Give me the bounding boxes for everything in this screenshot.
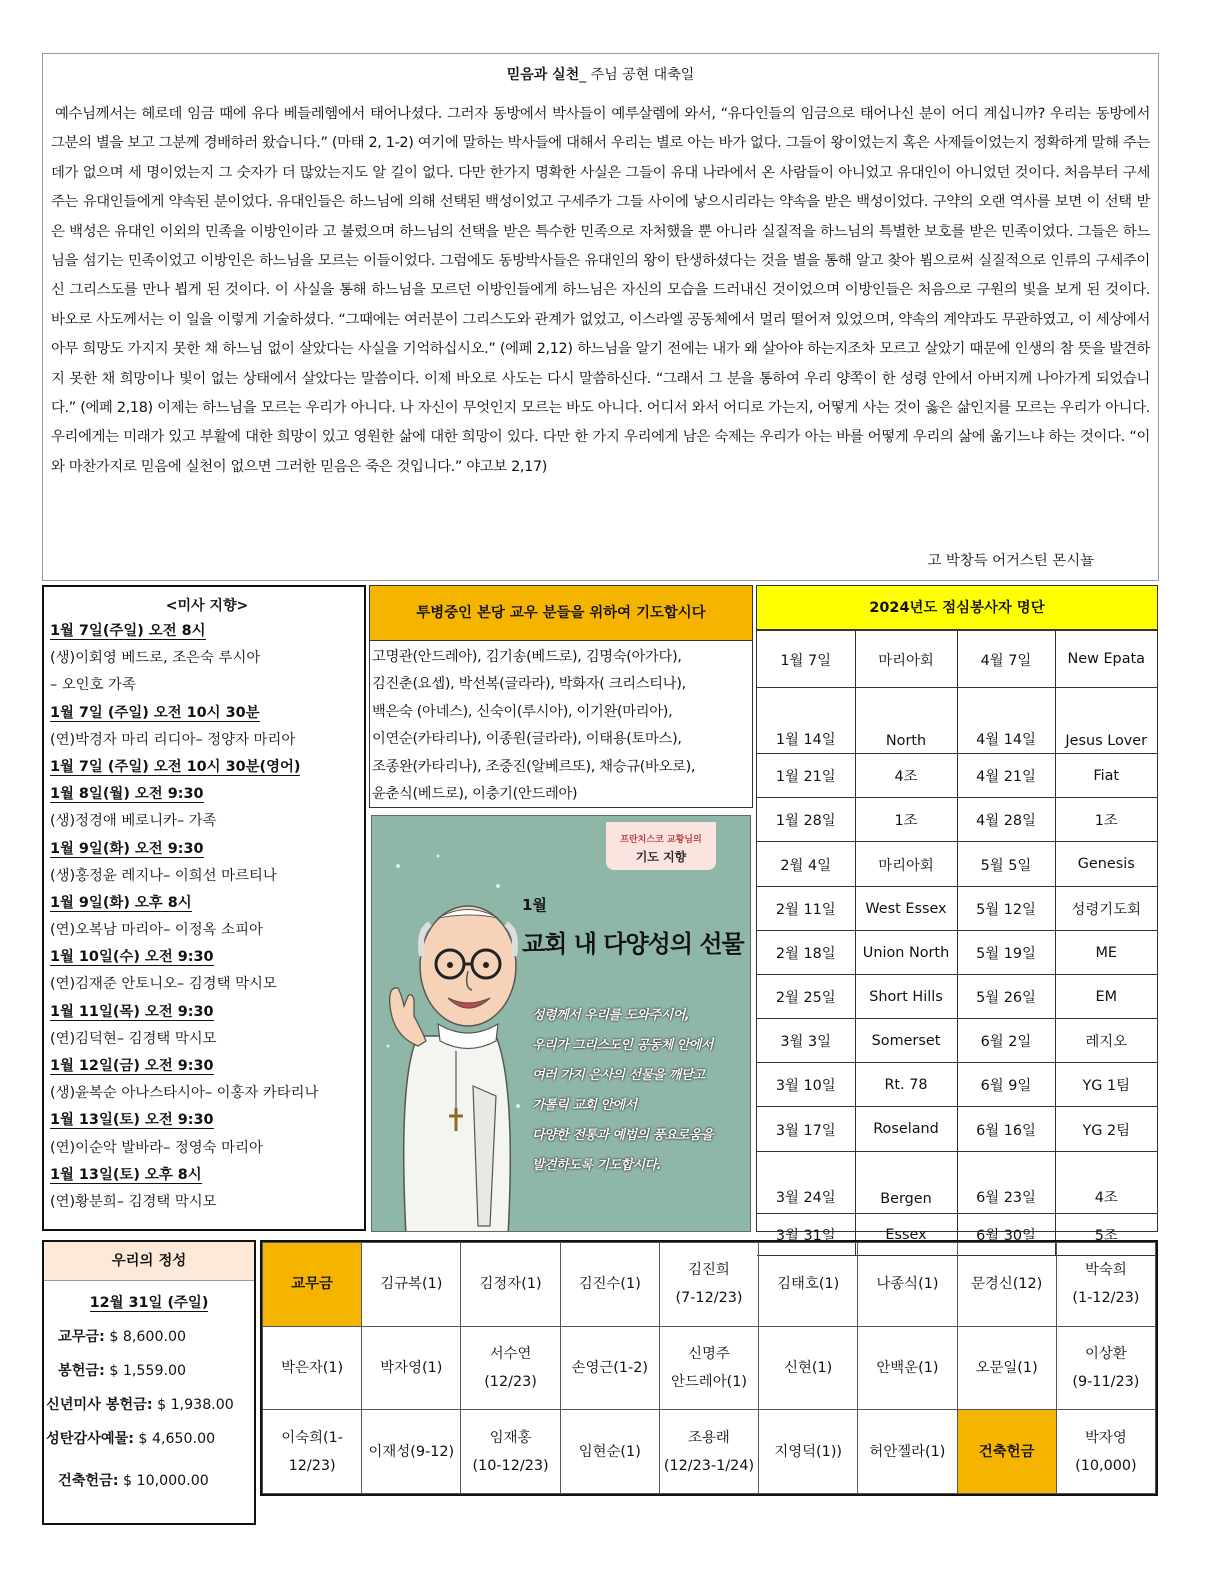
lunch-date: 2월 4일: [757, 842, 855, 887]
poster-prayer-text: [532, 1001, 742, 1181]
mass-time: [50, 944, 364, 971]
table-row: [263, 1243, 1156, 1327]
dues-table: [262, 1242, 1156, 1494]
dues-contributor: [560, 1410, 659, 1494]
mass-intention: [50, 808, 364, 835]
lunch-team: 레지오: [1055, 1019, 1157, 1063]
offering-label: 봉헌금:: [58, 1363, 105, 1379]
lunch-team: Union North: [855, 931, 957, 975]
lunch-team: Genesis: [1055, 842, 1157, 887]
essay-signature: 고 박창득 어거스틴 몬시뇰: [927, 553, 1094, 569]
lunch-date: 3월 3일: [757, 1019, 855, 1063]
mass-intention: [50, 727, 364, 754]
table-row: [757, 754, 1157, 798]
lunch-team: 성령기도회: [1055, 887, 1157, 931]
mass-intention: [50, 645, 364, 672]
mass-time: [50, 781, 364, 808]
pope-illustration: [378, 846, 528, 1232]
poster-tag-big: 기도 지향: [635, 850, 687, 864]
lunch-team: Jesus Lover: [1055, 688, 1157, 754]
dues-category-label: [263, 1243, 362, 1327]
lunch-date: 6월 2일: [957, 1019, 1055, 1063]
table-row: [757, 1107, 1157, 1152]
mass-intention: [50, 1026, 364, 1053]
dues-cell-line: (12/23-1/24): [663, 1457, 755, 1474]
dues-contributor: [957, 1243, 1056, 1327]
sick-prayer-line: 고명관(안드레아), 김기송(베드로), 김명숙(아가다),: [372, 649, 682, 665]
table-row: [757, 1152, 1157, 1214]
dues-contributor: [858, 1243, 957, 1327]
dues-contributor: [461, 1326, 560, 1410]
dues-contributor: [560, 1326, 659, 1410]
lunch-volunteers-table: [757, 630, 1157, 1256]
table-row: [263, 1326, 1156, 1410]
table-row: [757, 931, 1157, 975]
mass-intention: [50, 672, 364, 699]
offering-title: 우리의 정성: [44, 1242, 254, 1281]
lunch-volunteers-title: 2024년도 점심봉사자 명단: [757, 586, 1157, 630]
lunch-team: YG 1팀: [1055, 1063, 1157, 1107]
mass-intention: [50, 1135, 364, 1162]
mass-line-text: (연)오복남 마리아– 이정옥 소피아: [50, 922, 263, 939]
essay-paragraph: 예수님께서는 헤로데 임금 때에 유다 베들레헴에서 태어나셨다. 그러자 동방에서 박사들이 예루살렘에 와서, “유다인들의 임금으로 태어나신 분이 어디 계십니까? 우리는 동방에서 그분의 별을 보고 그분께 경배하러 왔습니다.” (마태 2, 1-2) 여기에 말하는 박사들에 대해서 우리는 별로 아는 바가 없다. 그들이 왕이었는지 혹은 사제들이었는지 정확하게 말해 주는 데가 없으며 세 명이었는지 그 숫자가 더 많았는지도 알 길이 없다. 다만 한가지 명확한 사실은 그들이 유대 나라에서 온 사람들이 아니었고 유대인이 아니었던 것이다. 처음부터 구세주는 유대인들에게 약속된 분이었다. 유대인들은 하느님에 의해 선택된 백성이었고 구세주가 그들 사이에 낳으시리라는 약속을 받은 백성이었다. 구약의 오랜 역사를 보면 이 선택 받은 백성은 유대인 이외의 민족을 이방인이라 고 불렀으며 하느님의 선택을 받은 특수한 민족으로 자처했을 뿐 아니라 실질적을 하느님의 특별한 보호를 받은 민족이었다. 그들은 하느님을 섬기는 민족이었고 이방인은 하느님을 모르는 이들이었다. 그럼에도 동방박사들은 유대인의 왕이 탄생하셨다는 것을 별을 통해 알고 찾아 뵘으로써 실질적으로 인류의 구세주이신 그리스도를 만나 뵙게 된 것이다. 이 사실을 통해 하느님을 모르던 이방인들에게 하느님은 자신의 모습을 드러내신 것이었으며 이방인들은 처음으로 구원의 빛을 보게 된 것이다. 바오로 사도께서는 이 일을 이렇게 기술하셨다. “그때에는 여러분이 그리스도와 관계가 없었고, 이스라엘 공동체에서 멀리 떨어져 있었으며, 약속의 계약과도 무관하였고, 이 세상에서 아무 희망도 가지지 못한 채 하느님 없이 살았다는 사실을 기억하십시오.” (에페 2,12) 하느님을 알기 전에는 내가 왜 살아야 하는지조차 모르고 살았기 때문에 인생의 참 뜻을 발견하지 못한 채 희망이나 빛이 없는 상태에서 살았다는 말씀이다. 이제 바오로 사도는 다시 말씀하신다. “그래서 그 분을 통하여 우리 양쪽이 한 성령 안에서 아버지께 나아가게 되었습니다.” (에페 2,18) 이제는 하느님을 모르는 우리가 아니다. 나 자신이 무엇인지 모르는 바도 아니다. 어디서 와서 어디로 가는지, 어떻게 사는 것이 옳은 삶인지를 모르는 우리가 아니다. 우리에게는 미래가 있고 부활에 대한 희망이 있고 영원한 삶에 대한 희망이 있다. 다만 한 가지 우리에게 남은 숙제는 우리가 아는 바를 어떻게 우리의 삶에 옮기느냐 하는 것이다. “이와 마찬가지로 믿음에 실천이 없으면 그러한 믿음은 죽은 것입니다.” 야고보 2,17): [51, 106, 1150, 475]
lunch-volunteers: [756, 585, 1158, 1244]
dues-cell-line: 오문일(1): [975, 1359, 1038, 1376]
sick-prayer-line: 조종완(카타리나), 조중진(알베르또), 채승규(바오로),: [372, 758, 696, 775]
lunch-date: 5월 26일: [957, 975, 1055, 1019]
dues-cell-line: 박숙희: [1085, 1262, 1127, 1279]
dues-cell-line: 김진수(1): [578, 1276, 641, 1293]
dues-cell-line: 12/23): [288, 1457, 336, 1474]
dues-contributor: [957, 1326, 1056, 1410]
offering-label: 성탄감사예물:: [46, 1431, 134, 1447]
mass-intention: [50, 1189, 364, 1216]
mass-line-text: (연)김덕현– 김경택 막시모: [50, 1030, 217, 1047]
lunch-date: 4월 21일: [957, 754, 1055, 798]
mass-time: [50, 836, 364, 863]
offering-label: 교무금:: [58, 1329, 105, 1345]
mass-intention: [50, 863, 364, 890]
mass-line-text: (연)박경자 마리 리디아– 정양자 마리아: [50, 731, 296, 748]
lunch-team: 4조: [1055, 1152, 1157, 1214]
lunch-date: 5월 5일: [957, 842, 1055, 887]
lunch-team: Rt. 78: [855, 1063, 957, 1107]
dues-contributor: [362, 1326, 461, 1410]
lunch-team: New Epata: [1055, 631, 1157, 688]
dues-cell-line: 박자영(1): [380, 1359, 443, 1376]
dues-contributors: [260, 1240, 1158, 1496]
offering-list: [44, 1320, 254, 1498]
lunch-date: 4월 28일: [957, 798, 1055, 842]
lunch-date: 6월 30일: [957, 1214, 1055, 1256]
lunch-team: 마리아회: [855, 631, 957, 688]
lunch-team: Somerset: [855, 1019, 957, 1063]
lunch-date: 1월 14일: [757, 688, 855, 754]
mass-line-text: – 오인호 가족: [50, 677, 136, 694]
mass-line-text: 1월 7일(주일) 오전 8시: [50, 623, 206, 639]
mass-line-text: 1월 13일(토) 오전 9:30: [50, 1112, 214, 1129]
lunch-date: 6월 16일: [957, 1107, 1055, 1152]
essay-title-sub: _ 주님 공현 대축일: [579, 67, 695, 83]
dues-cell-line: 신현(1): [784, 1359, 833, 1376]
dues-cell-line: 문경신(12): [971, 1276, 1043, 1293]
dues-cell-line: 서수연: [489, 1345, 532, 1362]
poster-prayer-line: 여러 가지 은사의 선물을 깨닫고: [532, 1068, 705, 1083]
poster-prayer-line: 우리가 그리스도인 공동체 안에서: [532, 1038, 713, 1053]
dues-contributor: [362, 1243, 461, 1327]
lunch-date: 1월 21일: [757, 754, 855, 798]
lunch-date: 4월 7일: [957, 631, 1055, 688]
offering-date: 12월 31일 (주일): [89, 1295, 209, 1311]
lunch-team: Essex: [855, 1214, 957, 1256]
lunch-team: West Essex: [855, 887, 957, 931]
mass-intention: [50, 917, 364, 944]
offering-item: [44, 1422, 254, 1456]
mass-time: [50, 754, 364, 781]
poster-tag: [606, 822, 716, 870]
table-row: [263, 1410, 1156, 1494]
dues-cell-line: 안드레아(1): [670, 1373, 747, 1390]
dues-cell-line: 나종식(1): [876, 1276, 939, 1293]
offering-label: 신년미사 봉헌금:: [46, 1397, 153, 1413]
sick-prayer-line: 백은숙 (아네스), 신숙이(루시아), 이기완(마리아),: [372, 703, 673, 720]
dues-contributor: [659, 1326, 758, 1410]
dues-contributor: [1056, 1326, 1155, 1410]
dues-cell-line: 김태호(1): [777, 1276, 840, 1293]
dues-cell-line: 김정자(1): [479, 1276, 542, 1293]
mass-time: [50, 999, 364, 1026]
dues-contributor: [461, 1243, 560, 1327]
poster-headline: 교회 내 다양성의 선물: [522, 930, 744, 958]
lunch-team: 5조: [1055, 1214, 1157, 1256]
offering-value: $ 1,938.00: [157, 1397, 234, 1413]
sick-prayer-title: 투병중인 본당 교우 분들을 위하여 기도합시다: [370, 586, 752, 641]
pope-prayer-poster: [371, 815, 751, 1232]
mass-line-text: 1월 7일 (주일) 오전 10시 30분(영어): [50, 758, 301, 775]
mass-line-text: 1월 9일(화) 오전 9:30: [50, 840, 204, 857]
lunch-date: 3월 24일: [757, 1152, 855, 1214]
dues-contributor: [1056, 1410, 1155, 1494]
mass-line-text: (생)홍정윤 레지나– 이희선 마르티나: [50, 867, 277, 884]
dues-cell-line: 이상환: [1085, 1345, 1127, 1362]
poster-prayer-line: 가톨릭 교회 안에서: [532, 1098, 637, 1113]
sick-prayer-line: 윤춘식(베드로), 이충기(안드레아): [372, 786, 578, 803]
poster-prayer-line: 다양한 전통과 예법의 풍요로움을: [532, 1128, 713, 1143]
dues-cell-line: (10-12/23): [472, 1457, 549, 1474]
mass-intentions: [42, 585, 366, 1231]
essay-body: [51, 100, 1150, 482]
dues-cell-line: 손영근(1-2): [571, 1359, 648, 1376]
mass-intentions-list: [50, 618, 364, 1216]
mass-time: [50, 1053, 364, 1080]
dues-cell-line: 허안젤라(1): [869, 1443, 946, 1460]
dues-contributor: [659, 1243, 758, 1327]
poster-prayer-line: 성령께서 우리를 도와주시어,: [532, 1008, 690, 1023]
dues-cell-line: 지영덕(1)): [774, 1443, 843, 1460]
mass-line-text: 1월 9일(화) 오후 8시: [50, 894, 192, 911]
lunch-date: 1월 28일: [757, 798, 855, 842]
sick-prayer-line: 이연순(카타리나), 이종원(글라라), 이태용(토마스),: [372, 731, 682, 748]
table-row: [757, 842, 1157, 887]
mass-time: [50, 618, 364, 645]
lunch-date: 2월 25일: [757, 975, 855, 1019]
dues-contributor: [858, 1326, 957, 1410]
dues-contributor: [659, 1410, 758, 1494]
poster-tag-small: 프란치스코 교황님의: [620, 835, 702, 845]
lunch-date: 5월 12일: [957, 887, 1055, 931]
mass-line-text: 1월 12일(금) 오전 9:30: [50, 1058, 214, 1074]
offering-summary: [42, 1240, 256, 1525]
dues-contributor: [858, 1410, 957, 1494]
dues-cell-line: 임재홍: [489, 1429, 532, 1446]
poster-month: 1월: [522, 896, 547, 914]
dues-cell-line: 임현순(1): [578, 1443, 641, 1460]
sick-prayer-line: 김진춘(요셉), 박선복(글라라), 박화자( 크리스티나),: [372, 676, 686, 693]
mass-time: [50, 700, 364, 727]
lunch-team: Roseland: [855, 1107, 957, 1152]
dues-cell-line: 교무금: [291, 1276, 333, 1293]
lunch-date: 6월 23일: [957, 1152, 1055, 1214]
poster-prayer-line: 발견하도록 기도합시다.: [532, 1158, 662, 1173]
mass-line-text: 1월 8일(월) 오전 9:30: [50, 786, 204, 803]
lunch-date: 2월 11일: [757, 887, 855, 931]
dues-contributor: [759, 1243, 858, 1327]
lunch-team: 마리아회: [855, 842, 957, 887]
dues-cell-line: 박은자(1): [281, 1359, 344, 1376]
mass-intentions-title: <미사 지향>: [165, 598, 249, 614]
mass-line-text: (연)이순악 발바라– 정영숙 마리아: [50, 1139, 263, 1156]
offering-item: [44, 1320, 254, 1354]
essay-section: [42, 53, 1159, 581]
table-row: [757, 631, 1157, 688]
dues-cell-line: 김진희: [688, 1262, 730, 1279]
dues-cell-line: 조용래: [688, 1429, 730, 1446]
mass-intention: [50, 1080, 364, 1107]
lunch-team: 1조: [855, 798, 957, 842]
dues-contributor: [362, 1410, 461, 1494]
lunch-team: 4조: [855, 754, 957, 798]
dues-cell-line: (10,000): [1075, 1457, 1137, 1474]
offering-item: [44, 1464, 254, 1498]
dues-contributor: [560, 1243, 659, 1327]
lunch-team: EM: [1055, 975, 1157, 1019]
mass-time: [50, 890, 364, 917]
offering-value: $ 8,600.00: [109, 1329, 187, 1345]
dues-cell-line: 박자영: [1085, 1429, 1127, 1446]
dues-contributor: [263, 1410, 362, 1494]
dues-contributor: [1056, 1243, 1155, 1327]
dues-contributor: [263, 1326, 362, 1410]
essay-title: [51, 64, 1150, 84]
mass-line-text: 1월 11일(목) 오전 9:30: [50, 1003, 214, 1020]
lunch-team: Fiat: [1055, 754, 1157, 798]
dues-cell-line: (9-11/23): [1072, 1373, 1140, 1390]
lunch-date: 2월 18일: [757, 931, 855, 975]
essay-title-main: 믿음과 실천: [506, 67, 580, 83]
table-row: [757, 887, 1157, 931]
mass-time: [50, 1107, 364, 1134]
mass-line-text: 1월 13일(토) 오후 8시: [50, 1166, 202, 1183]
dues-cell-line: 이숙희(1-: [281, 1429, 343, 1446]
dues-category-label: [957, 1410, 1056, 1494]
dues-cell-line: 신명주: [688, 1345, 730, 1362]
offering-item: [44, 1354, 254, 1388]
lunch-team: Bergen: [855, 1152, 957, 1214]
mass-line-text: (연)김재준 안토니오– 김경택 막시모: [50, 976, 277, 993]
mass-line-text: 1월 7일 (주일) 오전 10시 30분: [50, 704, 260, 721]
lunch-date: 1월 7일: [757, 631, 855, 688]
table-row: [757, 688, 1157, 754]
mass-line-text: (생)윤복순 아나스타시아– 이홍자 카타리나: [50, 1085, 319, 1102]
table-row: [757, 975, 1157, 1019]
dues-cell-line: (1-12/23): [1072, 1290, 1140, 1307]
lunch-team: YG 2팀: [1055, 1107, 1157, 1152]
mass-line-text: (생)이회영 베드로, 조은숙 루시아: [50, 650, 261, 667]
dues-cell-line: (7-12/23): [675, 1290, 743, 1307]
table-row: [757, 798, 1157, 842]
offering-label: 건축헌금:: [58, 1473, 119, 1489]
dues-cell-line: 안백운(1): [876, 1359, 939, 1376]
lunch-date: 3월 10일: [757, 1063, 855, 1107]
dues-cell-line: 김규복(1): [380, 1276, 443, 1293]
lunch-date: 5월 19일: [957, 931, 1055, 975]
dues-contributor: [759, 1326, 858, 1410]
mass-time: [50, 1162, 364, 1189]
table-row: [757, 1063, 1157, 1107]
lunch-team: Short Hills: [855, 975, 957, 1019]
table-row: [757, 1019, 1157, 1063]
mass-line-text: (생)정경애 베로니카– 가족: [50, 813, 217, 830]
lunch-date: 4월 14일: [957, 688, 1055, 754]
dues-contributor: [461, 1410, 560, 1494]
offering-value: $ 4,650.00: [138, 1431, 216, 1447]
lunch-date: 3월 31일: [757, 1214, 855, 1256]
mass-intention: [50, 971, 364, 998]
lunch-date: 6월 9일: [957, 1063, 1055, 1107]
offering-value: $ 10,000.00: [123, 1473, 209, 1489]
sick-prayer-list: [370, 641, 752, 811]
dues-cell-line: 이재성(9-12): [368, 1443, 455, 1460]
lunch-team: ME: [1055, 931, 1157, 975]
mass-line-text: 1월 10일(수) 오전 9:30: [50, 949, 214, 966]
sick-prayer-box: [369, 585, 753, 808]
lunch-date: 3월 17일: [757, 1107, 855, 1152]
dues-cell-line: (12/23): [484, 1373, 537, 1390]
offering-item: [44, 1388, 254, 1422]
dues-cell-line: 건축헌금: [978, 1443, 1035, 1460]
lunch-team: 1조: [1055, 798, 1157, 842]
mass-line-text: (연)황분희– 김경택 막시모: [50, 1193, 217, 1210]
offering-value: $ 1,559.00: [109, 1363, 187, 1379]
lunch-team: North: [855, 688, 957, 754]
dues-contributor: [759, 1410, 858, 1494]
